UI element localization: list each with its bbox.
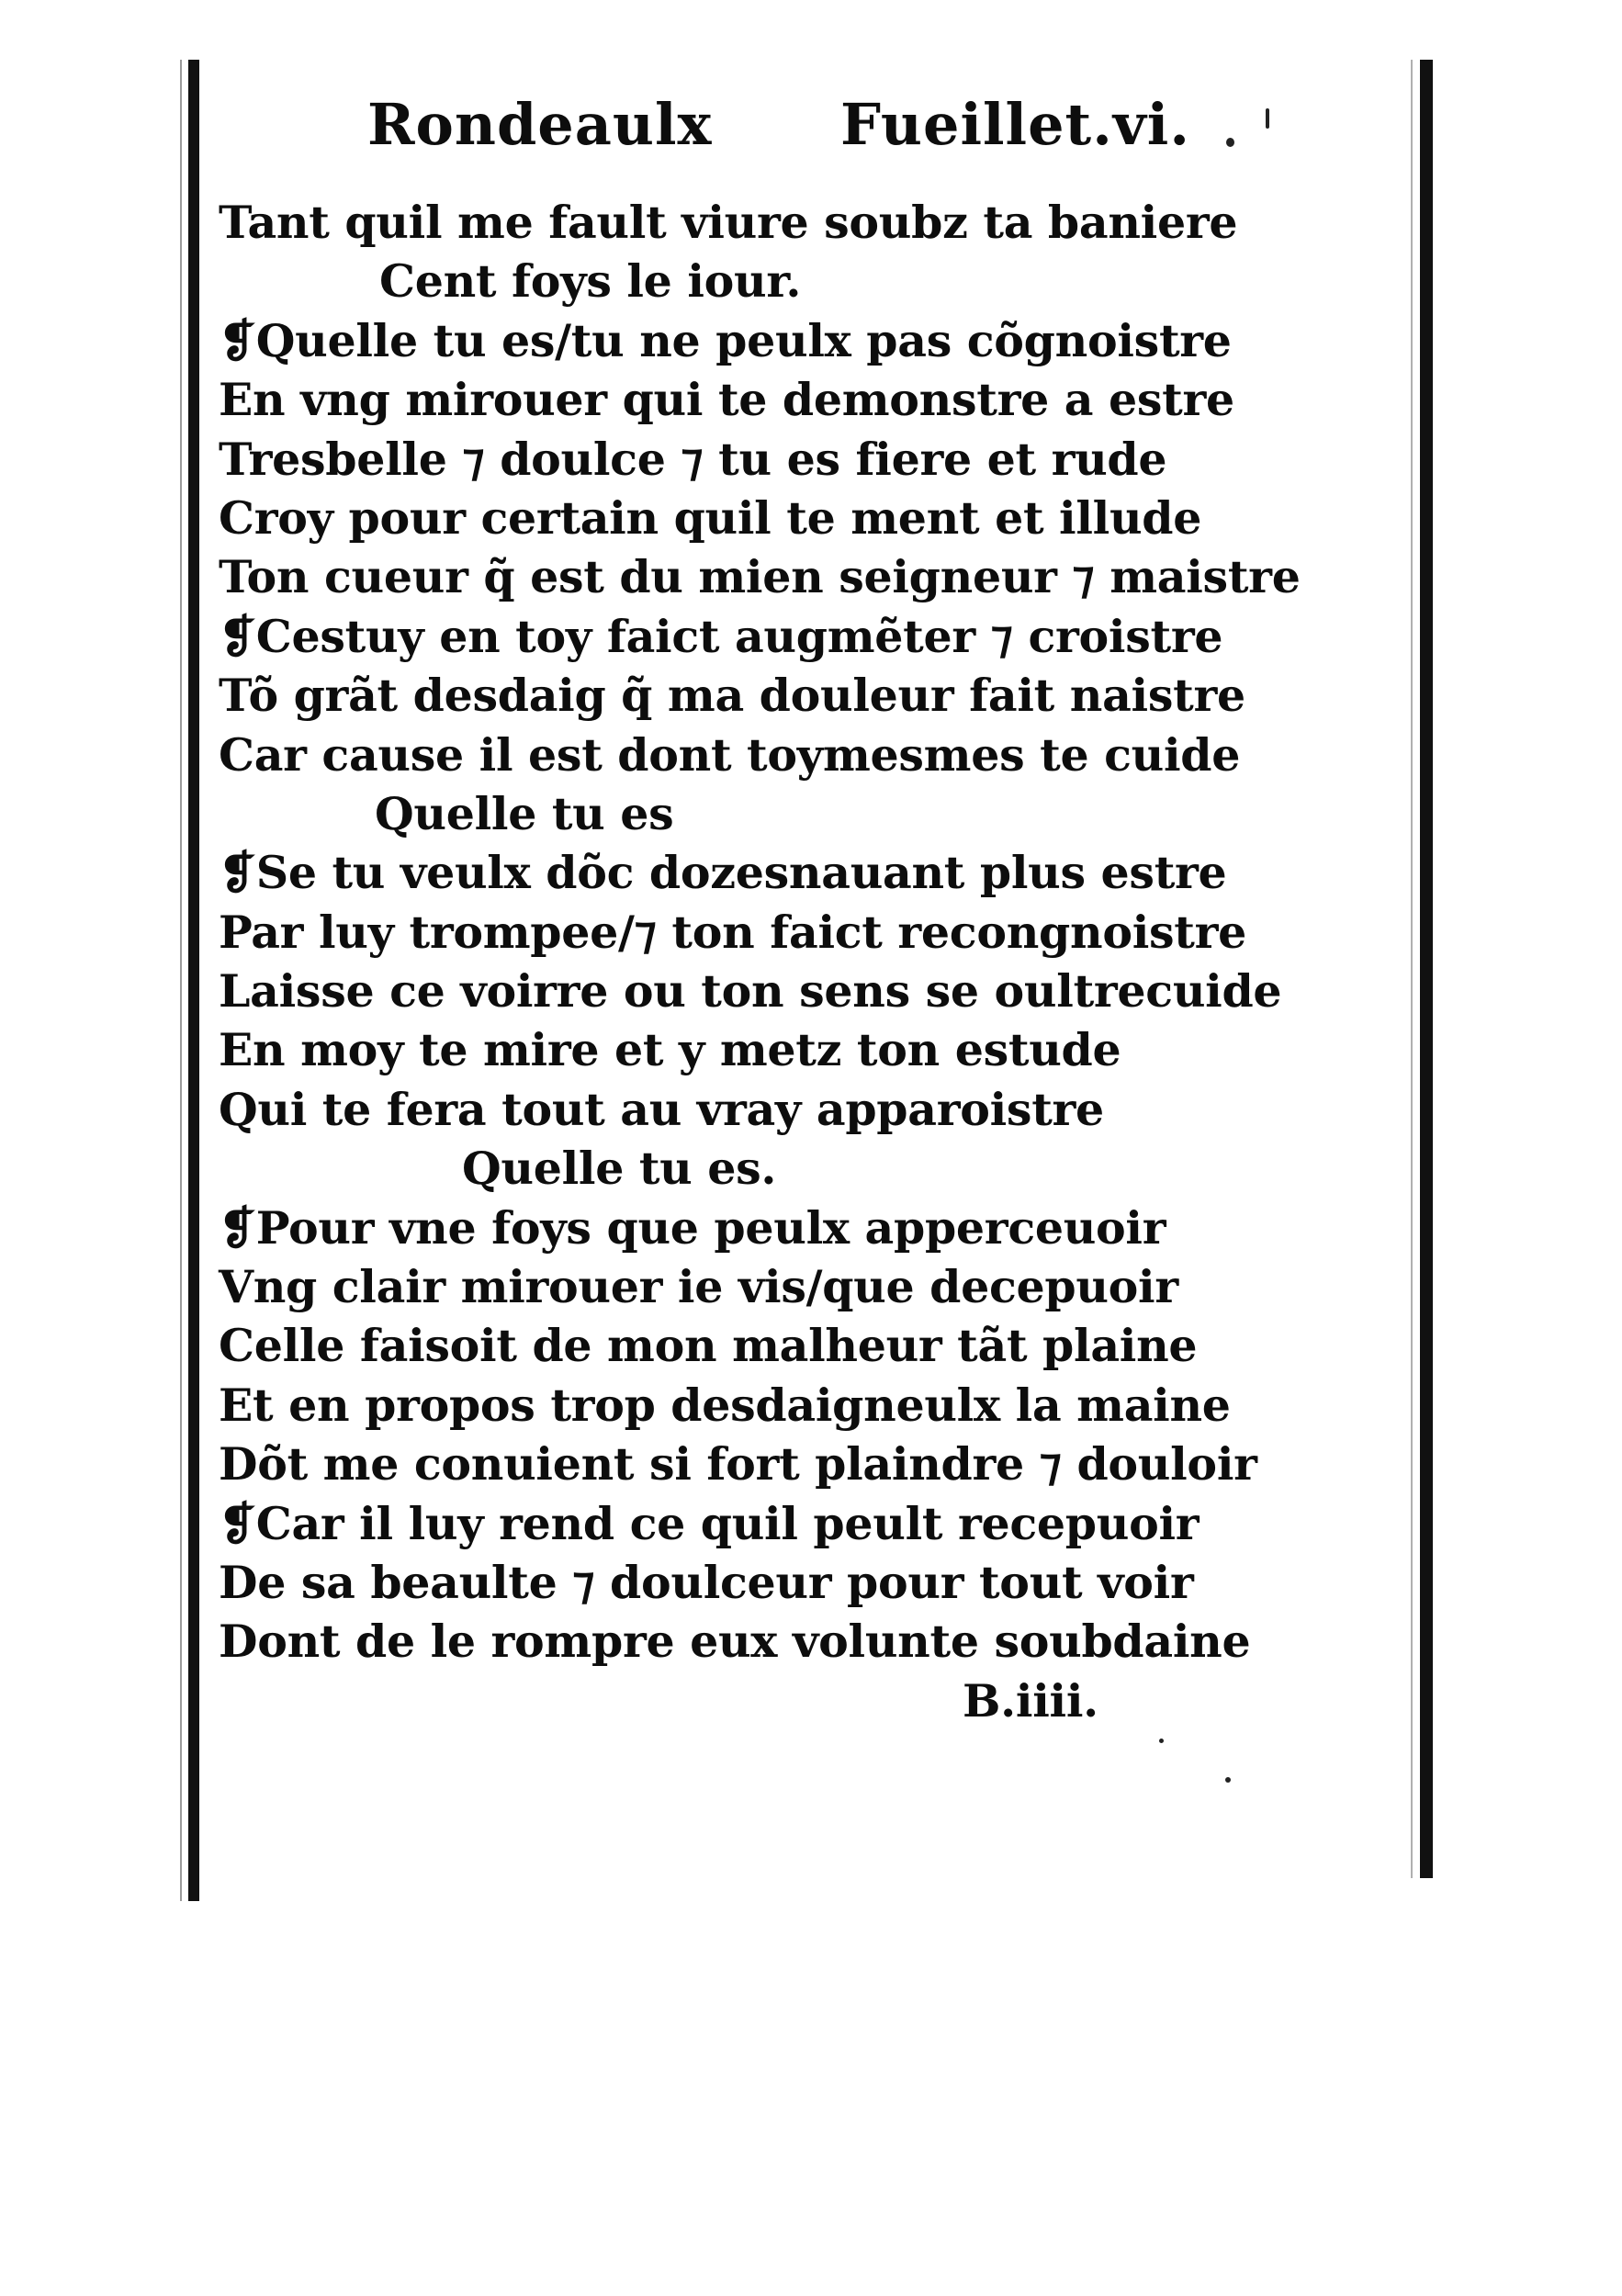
ink-speck <box>1159 1739 1164 1743</box>
text-line: Laisse ce voirre ou ton sens se oultrecuide <box>219 964 1282 1019</box>
text-line: ❡Car il luy rend ce quil peult recepuoir <box>219 1496 1200 1550</box>
ink-speck <box>1226 138 1234 147</box>
text-line: Qui te fera tout au vray apparoistre <box>219 1082 1104 1136</box>
text-line: De sa beaulte ⁊ doulceur pour tout voir <box>219 1555 1194 1609</box>
text-line: Dont de le rompre eux volunte soubdaine <box>219 1615 1251 1669</box>
ink-speck <box>1266 108 1269 129</box>
right-page-edge <box>1420 60 1433 1878</box>
text-line: Car cause il est dont toymesmes te cuide <box>219 727 1241 782</box>
text-line: Par luy trompee/⁊ ton faict recongnoistre <box>219 905 1247 959</box>
text-line: Dõt me conuient si fort plaindre ⁊ douloir <box>219 1437 1257 1491</box>
right-margin-shadow <box>1411 60 1413 1878</box>
text-line: ❡Se tu veulx dõc dozesnauant plus estre <box>219 846 1227 900</box>
refrain-line: Cent foys le iour. <box>379 254 802 309</box>
text-line: Vng clair mirouer ie vis/que decepuoir <box>219 1260 1178 1314</box>
left-binding-edge <box>188 60 199 1901</box>
text-line: Et en propos trop desdaigneulx la maine <box>219 1378 1231 1432</box>
text-line: Tõ grãt desdaig q̃ ma douleur fait naistre <box>219 669 1245 723</box>
running-head-title: Rondeaulx <box>367 91 713 158</box>
refrain-line: Quelle tu es. <box>462 1142 777 1196</box>
text-line: En vng mirouer qui te demonstre a estre <box>219 373 1234 427</box>
ink-speck <box>1225 1777 1231 1783</box>
text-line: En moy te mire et y metz ton estude <box>219 1023 1121 1077</box>
text-line: Croy pour certain quil te ment et illude <box>219 490 1202 545</box>
poem-text-block <box>219 193 1302 1730</box>
signature-mark: B.iiii. <box>963 1673 1098 1728</box>
text-line: ❡Cestuy en toy faict augmẽter ⁊ croistre <box>219 609 1223 663</box>
left-margin-shadow <box>180 60 182 1901</box>
refrain-line: Quelle tu es <box>375 786 674 840</box>
text-line: Tant quil me fault viure soubz ta baniere <box>219 196 1238 249</box>
text-line: ❡Quelle tu es/tu ne peulx pas cõgnoistre <box>219 313 1232 367</box>
text-line: ❡Pour vne foys que peulx apperceuoir <box>219 1200 1166 1255</box>
text-line: Celle faisoit de mon malheur tãt plaine <box>219 1319 1198 1373</box>
folio-number: Fueillet.vi. <box>840 91 1190 158</box>
text-line: Tresbelle ⁊ doulce ⁊ tu es fiere et rude <box>219 432 1167 486</box>
text-line: Ton cueur q̃ est du mien seigneur ⁊ maistre <box>219 550 1301 604</box>
